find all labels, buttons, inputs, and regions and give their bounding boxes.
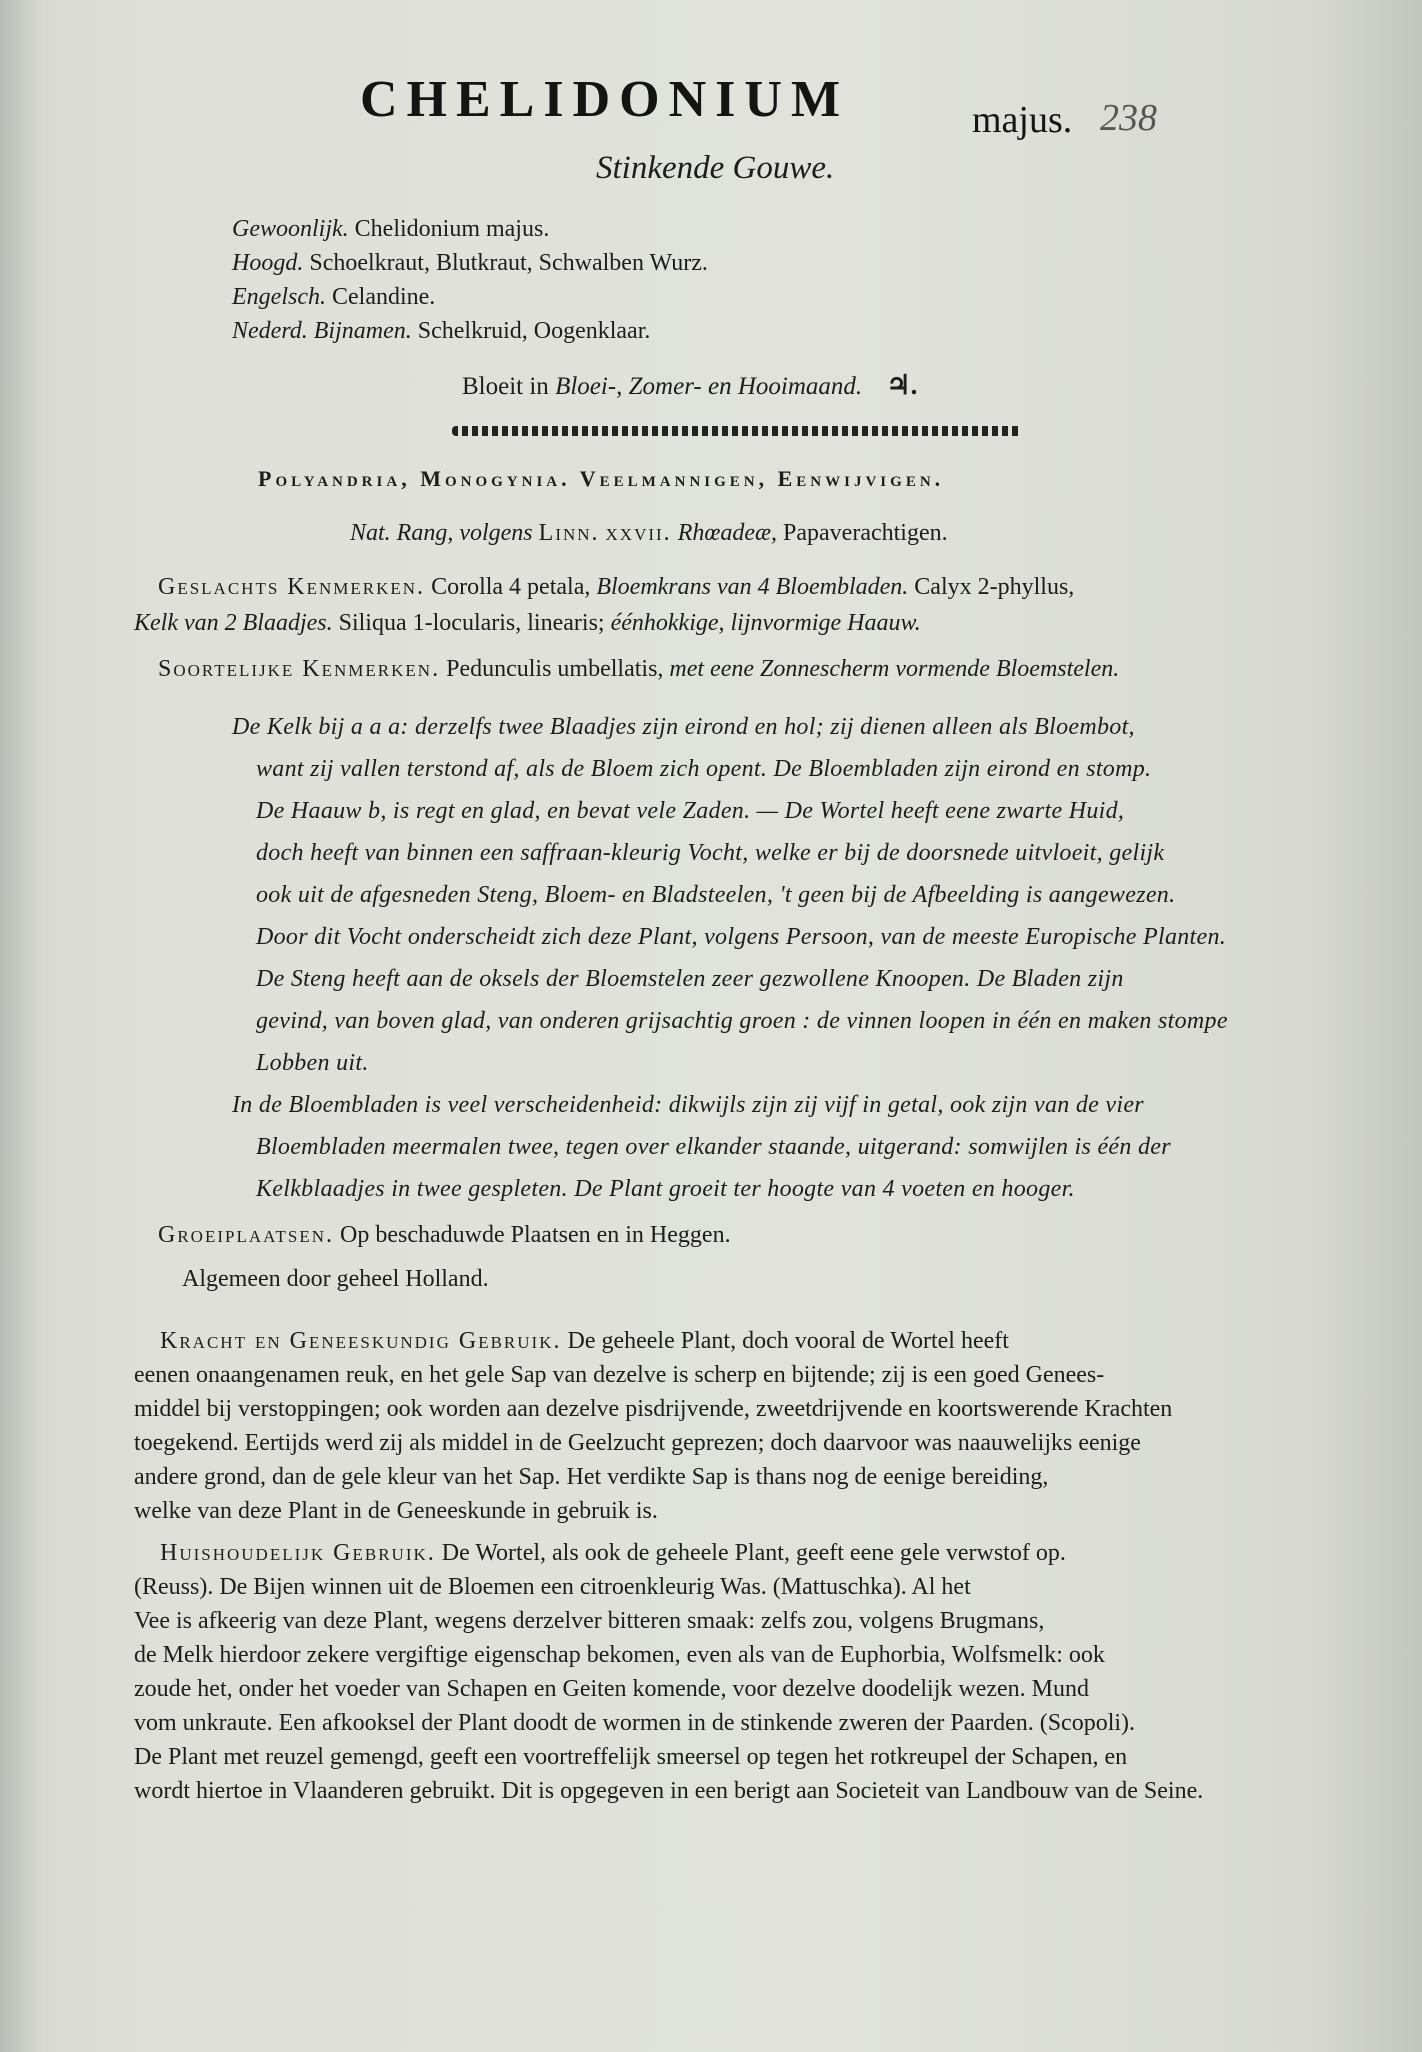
family-latin: Rhœadeæ,: [677, 520, 778, 546]
synonym-row: [232, 318, 650, 345]
description-line: Bloembladen meermalen twee, tegen over elkander staande, uitgerand: somwijlen is één der: [256, 1134, 1171, 1160]
household-line-1: [160, 1540, 1066, 1567]
household-line: (Reuss). De Bijen winnen uit de Bloemen een citroenkleurig Was. (Mattuschka). Al het: [134, 1574, 971, 1600]
species-latin: Pedunculis umbellatis,: [446, 656, 664, 682]
habitat-heading: Groeiplaatsen.: [158, 1222, 335, 1248]
species-heading: Soortelijke Kenmerken.: [158, 656, 441, 682]
medicinal-text: De geheele Plant, doch vooral de Wortel heeft: [567, 1328, 1009, 1354]
synonym-value: Schelkruid, Oogenklaar.: [417, 318, 651, 344]
ornamental-rule: [452, 426, 1022, 436]
medicinal-heading: Kracht en Geneeskundig Gebruik.: [160, 1328, 562, 1354]
synonym-label: Engelsch.: [232, 284, 326, 310]
description-line: gevind, van boven glad, van onderen grijsachtig groen : de vinnen loopen in één en maken stompe: [256, 1008, 1228, 1034]
flowering-prefix: Bloeit in: [462, 373, 549, 400]
synonym-label: Hoogd.: [232, 250, 304, 276]
household-line: zoude het, onder het voeder van Schapen en Geiten komende, voor dezelve doodelijk wezen. Mund: [134, 1676, 1089, 1702]
synonym-value: Celandine.: [331, 284, 436, 310]
description-line: In de Bloembladen is veel verscheidenheid: dikwijls zijn zij vijf in getal, ook zijn van de vier: [232, 1092, 1144, 1118]
household-line: Vee is afkeerig van deze Plant, wegens derzelver bitteren smaak: zelfs zou, volgens Brugmans,: [134, 1608, 1045, 1634]
medicinal-line-1: [160, 1328, 1009, 1355]
description-line: De Kelk bij a a a: derzelfs twee Blaadjes zijn eirond en hol; zij dienen alleen als Bloembot,: [232, 714, 1135, 740]
synonym-row: [232, 216, 549, 243]
genus-dutch-c: éénhokkige, lijnvormige Haauw.: [610, 610, 921, 636]
natural-rank-number: xxvii.: [605, 520, 672, 546]
plate-number: 238: [1100, 97, 1157, 139]
description-line: want zij vallen terstond af, als de Bloem zich opent. De Bloembladen zijn eirond en stomp.: [256, 756, 1152, 782]
species-characters: [158, 656, 1119, 683]
medicinal-line: welke van deze Plant in de Geneeskunde in gebruik is.: [134, 1498, 658, 1524]
habitat-line-1: [158, 1222, 731, 1249]
natural-rank-author: Linn.: [538, 520, 600, 546]
habitat-line-2: Algemeen door geheel Holland.: [182, 1266, 489, 1292]
synonym-value: Chelidonium majus.: [354, 216, 550, 242]
description-line: doch heeft van binnen een saffraan-kleurig Vocht, welke er bij de doorsnede uitvloeit, gelijk: [256, 840, 1165, 866]
linnaean-classification: Polyandria, Monogynia. Veelmannigen, Eenwijvigen.: [258, 466, 945, 491]
genus-dutch-a: Bloemkrans van 4 Bloembladen.: [596, 574, 909, 600]
medicinal-line: toegekend. Eertijds werd zij als middel in de Geelzucht geprezen; doch daarvoor was naauwelijks eenige: [134, 1430, 1141, 1456]
natural-rank-prefix: Nat. Rang, volgens: [350, 520, 533, 546]
genus-dutch-b: Kelk van 2 Blaadjes.: [134, 610, 333, 636]
description-line: De Haauw b, is regt en glad, en bevat vele Zaden. — De Wortel heeft eene zwarte Huid,: [256, 798, 1125, 824]
synonym-row: [232, 250, 708, 277]
genus-heading: Geslachts Kenmerken.: [158, 574, 426, 600]
habitat-text: Op beschaduwde Plaatsen en in Heggen.: [340, 1222, 731, 1248]
household-line: vom unkraute. Een afkooksel der Plant doodt de wormen in de stinkende zweren der Paarden. (Scopoli).: [134, 1710, 1136, 1736]
medicinal-line: andere grond, dan de gele kleur van het Sap. Het verdikte Sap is thans nog de eenige bereiding,: [134, 1464, 1049, 1490]
synonym-row: [232, 284, 435, 311]
flowering-period: [462, 370, 917, 401]
perennial-symbol: ♃.: [886, 370, 918, 400]
description-line: Kelkblaadjes in twee gespleten. De Plant groeit ter hoogte van 4 voeten en hooger.: [256, 1176, 1075, 1202]
description-line: ook uit de afgesneden Steng, Bloem- en Bladsteelen, 't geen bij de Afbeelding is aangewezen.: [256, 882, 1176, 908]
household-line: de Melk hierdoor zekere vergiftige eigenschap bekomen, even als van de Euphorbia, Wolfsmelk: ook: [134, 1642, 1105, 1668]
household-line: wordt hiertoe in Vlaanderen gebruikt. Dit is opgegeven in een berigt aan Societeit van Landbouw van de Seine.: [134, 1778, 1204, 1804]
family-dutch: Papaverachtigen.: [783, 520, 948, 546]
flowering-months: Bloei-, Zomer- en Hooimaand.: [555, 373, 863, 400]
genus-latin-a: Corolla 4 petala,: [431, 574, 591, 600]
natural-rank: [350, 520, 948, 547]
household-heading: Huishoudelijk Gebruik.: [160, 1540, 436, 1566]
genus-characters-line-2: [134, 610, 921, 637]
genus-latin-c: Siliqua 1-locularis, linearis;: [338, 610, 605, 636]
household-text: De Wortel, als ook de geheele Plant, geeft eene gele verwstof op.: [441, 1540, 1066, 1566]
species-epithet: majus.: [972, 99, 1073, 141]
medicinal-line: eenen onaangenamen reuk, en het gele Sap van dezelve is scherp en bijtende; zij is een goed Genees-: [134, 1362, 1105, 1388]
synonym-label: Gewoonlijk.: [232, 216, 349, 242]
description-line: Lobben uit.: [256, 1050, 369, 1076]
genus-characters-line-1: [158, 574, 1074, 601]
synonym-value: Schoelkraut, Blutkraut, Schwalben Wurz.: [309, 250, 708, 276]
medicinal-line: middel bij verstoppingen; ook worden aan dezelve pisdrijvende, zweetdrijvende en koortswerende Krachten: [134, 1396, 1173, 1422]
household-line: De Plant met reuzel gemengd, geeft een voortreffelijk smeersel op tegen het rotkreupel der Schapen, en: [134, 1744, 1128, 1770]
description-line: Door dit Vocht onderscheidt zich deze Plant, volgens Persoon, van de meeste Europische Planten.: [256, 924, 1227, 950]
genus-title: CHELIDONIUM: [360, 71, 850, 128]
genus-latin-b: Calyx 2-phyllus,: [914, 574, 1075, 600]
dutch-common-name: Stinkende Gouwe.: [596, 150, 835, 186]
synonym-label: Nederd. Bijnamen.: [232, 318, 412, 344]
description-line: De Steng heeft aan de oksels der Bloemstelen zeer gezwollene Knoopen. De Bladen zijn: [256, 966, 1124, 992]
species-dutch: met eene Zonnescherm vormende Bloemstelen.: [669, 656, 1120, 682]
